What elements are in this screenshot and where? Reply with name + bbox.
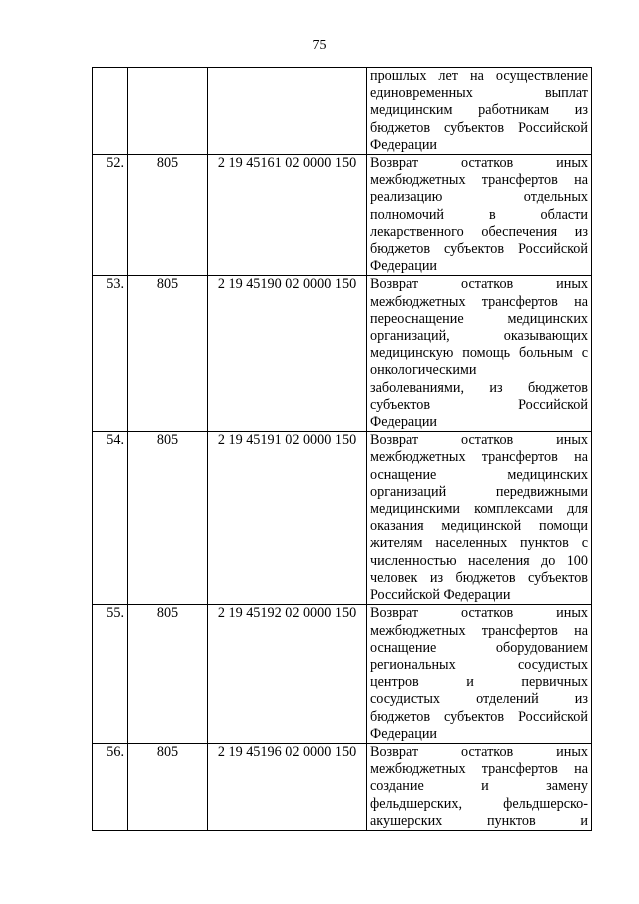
description-line: лекарственного обеспечения из <box>370 223 588 240</box>
row-number-cell: 56. <box>93 743 128 830</box>
budget-code-table <box>92 67 592 831</box>
description-line: межбюджетных трансфертов на <box>370 761 588 778</box>
description-line: прошлых лет на осуществление <box>370 68 588 84</box>
description-line: Возврат остатков иных <box>370 432 588 449</box>
description-line: организаций передвижными <box>370 483 588 500</box>
description-line: центров и первичных <box>370 674 588 691</box>
description-line: организаций, оказывающих <box>370 328 588 345</box>
description-line: численностью населения до 100 <box>370 552 588 569</box>
budget-classification-code-cell: 2 19 45192 02 0000 150 <box>208 605 367 744</box>
description-cell <box>367 432 592 605</box>
administrator-code-cell: 805 <box>128 155 208 276</box>
row-number-cell: 55. <box>93 605 128 744</box>
table-row <box>93 743 592 830</box>
description-line: региональных сосудистых <box>370 656 588 673</box>
table-row <box>93 276 592 432</box>
description-line: Федерации <box>370 414 438 431</box>
description-line: Возврат остатков иных <box>370 276 588 293</box>
description-line: межбюджетных трансфертов на <box>370 172 588 189</box>
description-line: онкологическими <box>370 362 477 379</box>
budget-classification-code-cell <box>208 68 367 155</box>
row-number-cell: 52. <box>93 155 128 276</box>
administrator-code-cell: 805 <box>128 276 208 432</box>
description-line: оснащение медицинских <box>370 466 588 483</box>
table-row <box>93 155 592 276</box>
table-row <box>93 605 592 744</box>
description-cell <box>367 743 592 830</box>
description-line: Возврат остатков иных <box>370 743 588 760</box>
description-line: оснащение оборудованием <box>370 639 588 656</box>
description-line: реализацию отдельных <box>370 189 588 206</box>
description-line: медицинским работникам из <box>370 102 588 119</box>
budget-classification-code-cell: 2 19 45196 02 0000 150 <box>208 743 367 830</box>
description-line: единовременных выплат <box>370 85 588 102</box>
row-number-cell: 54. <box>93 432 128 605</box>
description-line: оказания медицинской помощи <box>370 518 588 535</box>
description-line: заболеваниями, из бюджетов <box>370 379 588 396</box>
description-cell <box>367 276 592 432</box>
description-line: создание и замену <box>370 778 588 795</box>
description-cell <box>367 605 592 744</box>
description-line: жителям населенных пунктов с <box>370 535 588 552</box>
table-row <box>93 68 592 155</box>
description-cell <box>367 68 592 155</box>
table-row <box>93 432 592 605</box>
description-line: Федерации <box>370 725 438 742</box>
row-number-cell: 53. <box>93 276 128 432</box>
row-number-cell <box>93 68 128 155</box>
description-cell <box>367 155 592 276</box>
description-line: медицинскими комплексами для <box>370 501 588 518</box>
description-line: бюджетов субъектов Российской <box>370 119 588 136</box>
administrator-code-cell: 805 <box>128 605 208 744</box>
description-line: межбюджетных трансфертов на <box>370 449 588 466</box>
budget-classification-code-cell: 2 19 45190 02 0000 150 <box>208 276 367 432</box>
description-line: сосудистых отделений из <box>370 691 588 708</box>
description-line: медицинскую помощь больным с <box>370 345 588 362</box>
description-line: Российской Федерации <box>370 587 511 604</box>
administrator-code-cell <box>128 68 208 155</box>
table-body <box>93 68 592 831</box>
description-line: межбюджетных трансфертов на <box>370 622 588 639</box>
administrator-code-cell: 805 <box>128 743 208 830</box>
description-line: полномочий в области <box>370 206 588 223</box>
budget-classification-code-cell: 2 19 45161 02 0000 150 <box>208 155 367 276</box>
description-line: акушерских пунктов и <box>370 812 588 829</box>
description-line: Федерации <box>370 136 438 153</box>
description-line: фельдшерских, фельдшерско- <box>370 795 588 812</box>
description-line: бюджетов субъектов Российской <box>370 708 588 725</box>
description-line: бюджетов субъектов Российской <box>370 241 588 258</box>
description-line: Возврат остатков иных <box>370 155 588 172</box>
description-line: Федерации <box>370 258 438 275</box>
description-line: человек из бюджетов субъектов <box>370 569 588 586</box>
page-number: 75 <box>312 38 327 53</box>
description-line: переоснащение медицинских <box>370 310 588 327</box>
description-line: субъектов Российской <box>370 396 588 413</box>
description-line: межбюджетных трансфертов на <box>370 293 588 310</box>
description-line: Возврат остатков иных <box>370 605 588 622</box>
administrator-code-cell: 805 <box>128 432 208 605</box>
budget-classification-code-cell: 2 19 45191 02 0000 150 <box>208 432 367 605</box>
